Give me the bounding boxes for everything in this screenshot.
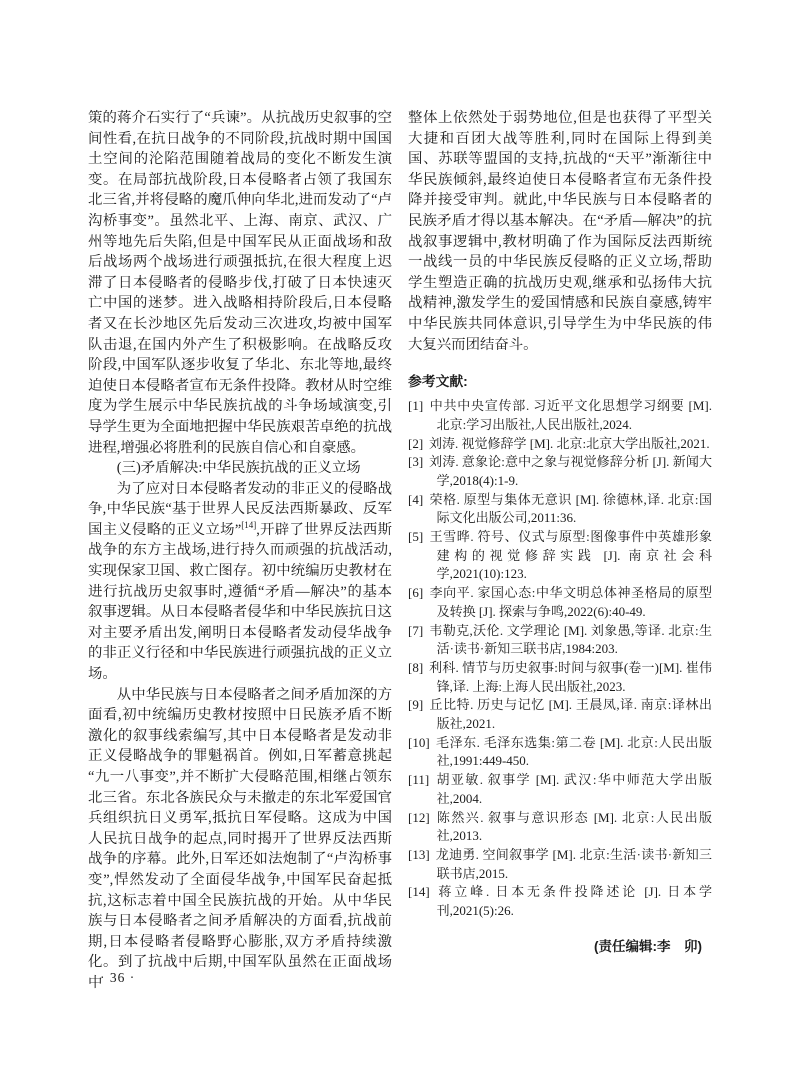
reference-text: 毛泽东. 毛泽东选集:第二卷 [M]. 北京:人民出版社,1991:449-450. xyxy=(435,734,712,769)
body-paragraph-continued: 整体上依然处于弱势地位,但是也获得了平型关大捷和百团大战等胜利,同时在国际上得到美国、苏联等盟国的支持,抗战的“天平”渐渐往中华民族倾斜,最终迫使日本侵略者宣布无条件投降并接受审判。就此,中华民族与日本侵略者的民族矛盾才得以基本解决。在“矛盾—解决”的抗战叙事逻辑中,教材明确了作为国际反法西斯统一战线一员的中华民族反侵略的正义立场,帮助学生塑造正确的抗战历史观,继承和弘扬伟大抗战精神,激发学生的爱国情感和民族自豪感,铸牢中华民族共同体意识,引导学生为中华民族的伟大复兴而团结奋斗。 xyxy=(408,110,712,353)
reference-label: [8] xyxy=(408,659,424,675)
reference-item xyxy=(408,528,712,584)
reference-text: 韦勒克,沃伦. 文学理论 [M]. 刘象愚,等译. 北京:生活·读书·新知三联书店,1984:203. xyxy=(429,622,712,657)
column-left xyxy=(88,108,392,994)
reference-label: [14] xyxy=(408,884,430,900)
reference-label: [1] xyxy=(408,398,424,414)
reference-text: 胡亚敏. 叙事学 [M]. 武汉:华中师范大学出版社,2004. xyxy=(435,772,712,806)
reference-text: 利科. 情节与历史叙事:时间与叙事(卷一)[M]. 崔伟锋,译. 上海:上海人民出版社,2023. xyxy=(429,659,712,694)
section-heading: (三)矛盾解决:中华民族抗战的正义立场 xyxy=(116,460,361,477)
reference-label: [7] xyxy=(408,622,424,638)
reference-list xyxy=(408,397,712,921)
reference-item xyxy=(408,771,712,808)
reference-label: [2] xyxy=(408,435,424,451)
paragraph-text: ,开辟了世界反法西斯战争的东方主战场,进行持久而顽强的抗战活动,实现保家卫国、救亡图存。初中统编历史教材在进行抗战历史叙事时,遵循“矛盾—解决”的基本叙事逻辑。从日本侵略者侵华和中华民族抗日这对主要矛盾出发,阐明日本侵略者发动侵华战争的非正义行径和中华民族进行顽强抗战的正义立场。 xyxy=(88,521,392,683)
reference-text: 蒋立峰. 日本无条件投降述论 [J]. 日本学刊,2021(5):26. xyxy=(435,884,712,919)
reference-text: 丘比特. 历史与记忆 [M]. 王晨凤,译. 南京:译林出版社,2021. xyxy=(429,697,712,732)
reference-item xyxy=(408,809,712,846)
reference-item xyxy=(408,659,712,696)
reference-text: 陈然兴. 叙事与意识形态 [M]. 北京:人民出版社,2013. xyxy=(435,809,712,844)
reference-item xyxy=(408,734,712,771)
reference-label: [4] xyxy=(408,491,424,507)
reference-item xyxy=(408,622,712,659)
reference-text: 龙迪勇. 空间叙事学 [M]. 北京:生活·读书·新知三联书店,2015. xyxy=(435,847,712,881)
reference-item xyxy=(408,883,712,920)
reference-item xyxy=(408,584,712,621)
footnote-ref: [14] xyxy=(241,520,257,531)
page-number: · 36 · xyxy=(100,970,136,985)
reference-label: [12] xyxy=(408,809,430,825)
paragraph-text: 为了应对日本侵略者发动的非正义的侵略战争,中华民族“基于世界人民反法西斯暴政、反军国主义侵略的正义立场” xyxy=(88,480,392,538)
text-columns xyxy=(88,108,712,994)
reference-label: [10] xyxy=(408,734,430,750)
reference-label: [5] xyxy=(408,529,424,545)
body-paragraph xyxy=(88,479,392,685)
column-right xyxy=(408,108,712,994)
reference-item xyxy=(408,397,712,434)
reference-label: [11] xyxy=(408,772,430,788)
body-paragraph-continued: 策的蒋介石实行了“兵谏”。从抗战历史叙事的空间性看,在抗日战争的不同阶段,抗战时期中国国土空间的沦陷范围随着战局的变化不断发生演变。在局部抗战阶段,日本侵略者占领了我国东北三省,并将侵略的魔爪伸向华北,进而发动了“卢沟桥事变”。虽然北平、上海、南京、武汉、广州等地先后失陷,但是中国军民从正面战场和敌后战场两个战场进行顽强抵抗,在很大程度上迟滞了日本侵略者的侵略步伐,打破了日本快速灭亡中国的迷梦。进入战略相持阶段后,日本侵略者又在长沙地区先后发动三次进攻,均被中国军队击退,在国内外产生了积极影响。在战略反攻阶段,中国军队逐步收复了华北、东北等地,最终迫使日本侵略者宣布无条件投降。教材从时空维度为学生展示中华民族抗战的斗争场域演变,引导学生更为全面地把握中华民族艰苦卓绝的抗战进程,增强必将胜利的民族自信心和自豪感。 xyxy=(88,110,392,456)
reference-item xyxy=(408,435,712,454)
reference-text: 荣格. 原型与集体无意识 [M]. 徐德林,译. 北京:国际文化出版公司,2011:36. xyxy=(429,491,712,526)
reference-item xyxy=(408,846,712,883)
editor-note: (责任编辑:李 卯) xyxy=(594,938,702,954)
reference-label: [9] xyxy=(408,697,424,713)
reference-label: [13] xyxy=(408,847,430,862)
reference-text: 中共中央宣传部. 习近平文化思想学习纲要 [M]. 北京:学习出版社,人民出版社,2024. xyxy=(429,398,712,432)
body-paragraph: 从中华民族与日本侵略者之间矛盾加深的方面看,初中统编历史教材按照中日民族矛盾不断激化的叙事线索编写,其中日本侵略者是发动非正义侵略战争的罪魁祸首。例如,日军蓄意挑起“九一八事变”,并不断扩大侵略范围,相继占领东北三省。东北各族民众与未撤走的东北军爱国官兵组织抗日义勇军,抵抗日军侵略。这成为中国人民抗日战争的起点,同时揭开了世界反法西斯战争的序幕。此外,日军还如法炮制了“卢沟桥事变”,悍然发动了全面侵华战争,中国军民奋起抵抗,这标志着中国全民族抗战的开始。从中华民族与日本侵略者之间矛盾解决的方面看,抗战前期,日本侵略者侵略野心膨胀,双方矛盾持续激化。到了抗战中后期,中国军队虽然在正面战场中 xyxy=(88,686,392,991)
reference-label: [3] xyxy=(408,454,424,470)
reference-text: 李向平. 家国心态:中华文明总体神圣格局的原型及转换 [J]. 探索与争鸣,2022(6):40-49. xyxy=(429,585,712,619)
reference-item xyxy=(408,453,712,490)
reference-item xyxy=(408,696,712,733)
references-heading: 参考文献: xyxy=(408,374,468,390)
reference-label: [6] xyxy=(408,585,424,601)
reference-item xyxy=(408,491,712,528)
reference-text: 刘涛. 视觉修辞学 [M]. 北京:北京大学出版社,2021. xyxy=(429,435,710,451)
reference-text: 刘涛. 意象论:意中之象与视觉修辞分析 [J]. 新闻大学,2018(4):1-9. xyxy=(429,454,712,488)
reference-text: 王雪晔. 符号、仪式与原型:图像事件中英雄形象建构的视觉修辞实践 [J]. 南京社会科学,2021(10):123. xyxy=(429,529,712,582)
